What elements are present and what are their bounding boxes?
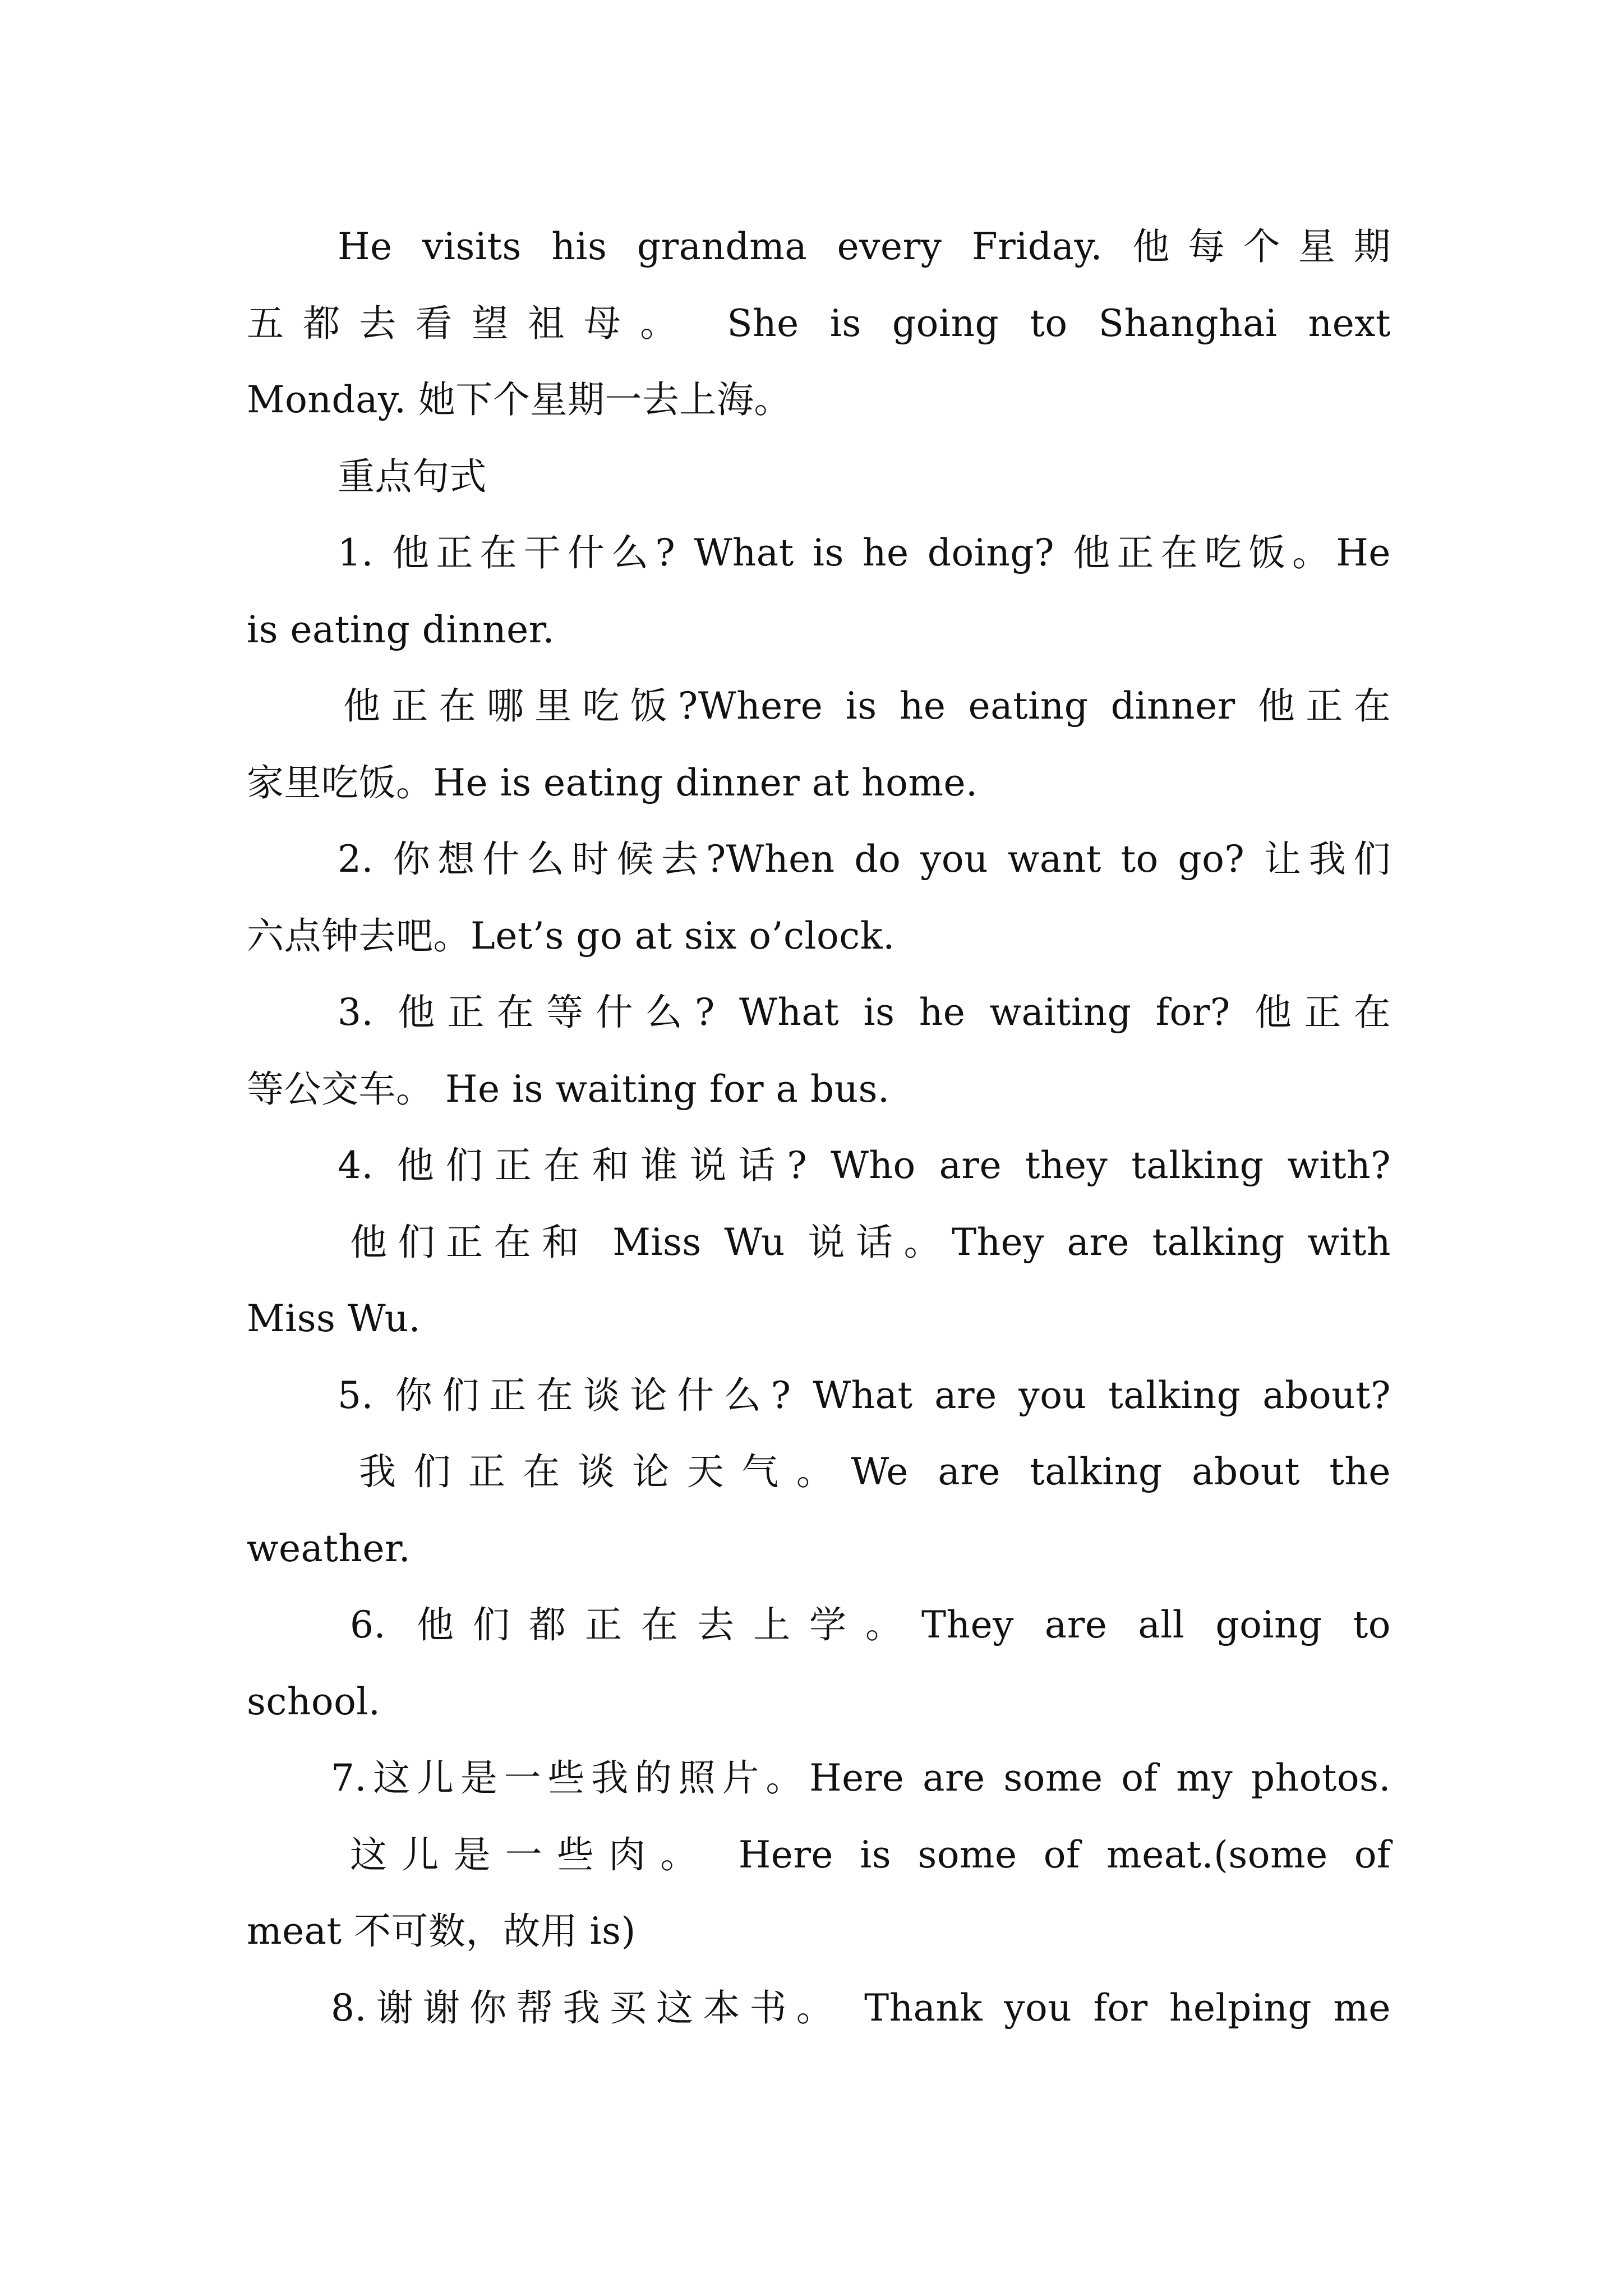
document-body	[247, 209, 1391, 2046]
text-line: 8.谢谢你帮我买这本书。 Thank you for helping me	[331, 1986, 1391, 2030]
text-line: 家里吃饭。He is eating dinner at home.	[247, 761, 978, 804]
text-line: 5. 你们正在谈论什么? What are you talking about?	[338, 1373, 1391, 1417]
text-line: 1. 他正在干什么? What is he doing? 他正在吃饭。He	[338, 531, 1391, 574]
text-line: 五都去看望祖母。 She is going to Shanghai next	[247, 301, 1391, 345]
text-line: is eating dinner.	[247, 608, 555, 651]
text-line: 他们正在和 Miss Wu 说话。They are talking with	[350, 1220, 1391, 1264]
section-heading: 重点句式	[338, 454, 487, 498]
text-line: 六点钟去吧。Let’s go at six o’clock.	[247, 914, 895, 958]
text-line: weather.	[247, 1526, 411, 1570]
text-line: 他正在哪里吃饭?Where is he eating dinner 他正在	[343, 684, 1391, 728]
text-line: 4. 他们正在和谁说话? Who are they talking with?	[338, 1144, 1391, 1187]
text-line: Monday. 她下个星期一去上海。	[247, 378, 791, 421]
text-line: school.	[247, 1680, 381, 1723]
text-line: 这儿是一些肉。 Here is some of meat.(some of	[350, 1833, 1391, 1876]
text-line: 3. 他正在等什么? What is he waiting for? 他正在	[338, 991, 1391, 1034]
text-line: 7.这儿是一些我的照片。Here are some of my photos.	[331, 1756, 1391, 1800]
text-line: 6. 他们都正在去上学。They are all going to	[350, 1603, 1391, 1646]
text-line: He visits his grandma every Friday. 他每个星期	[338, 225, 1391, 268]
text-line: meat 不可数，故用 is)	[247, 1910, 636, 1953]
text-line: 等公交车。 He is waiting for a bus.	[247, 1067, 890, 1111]
text-line: Miss Wu.	[247, 1297, 421, 1340]
text-line: 2. 你想什么时候去?When do you want to go? 让我们	[338, 838, 1391, 881]
text-line: 我们正在谈论天气。We are talking about the	[359, 1450, 1391, 1493]
